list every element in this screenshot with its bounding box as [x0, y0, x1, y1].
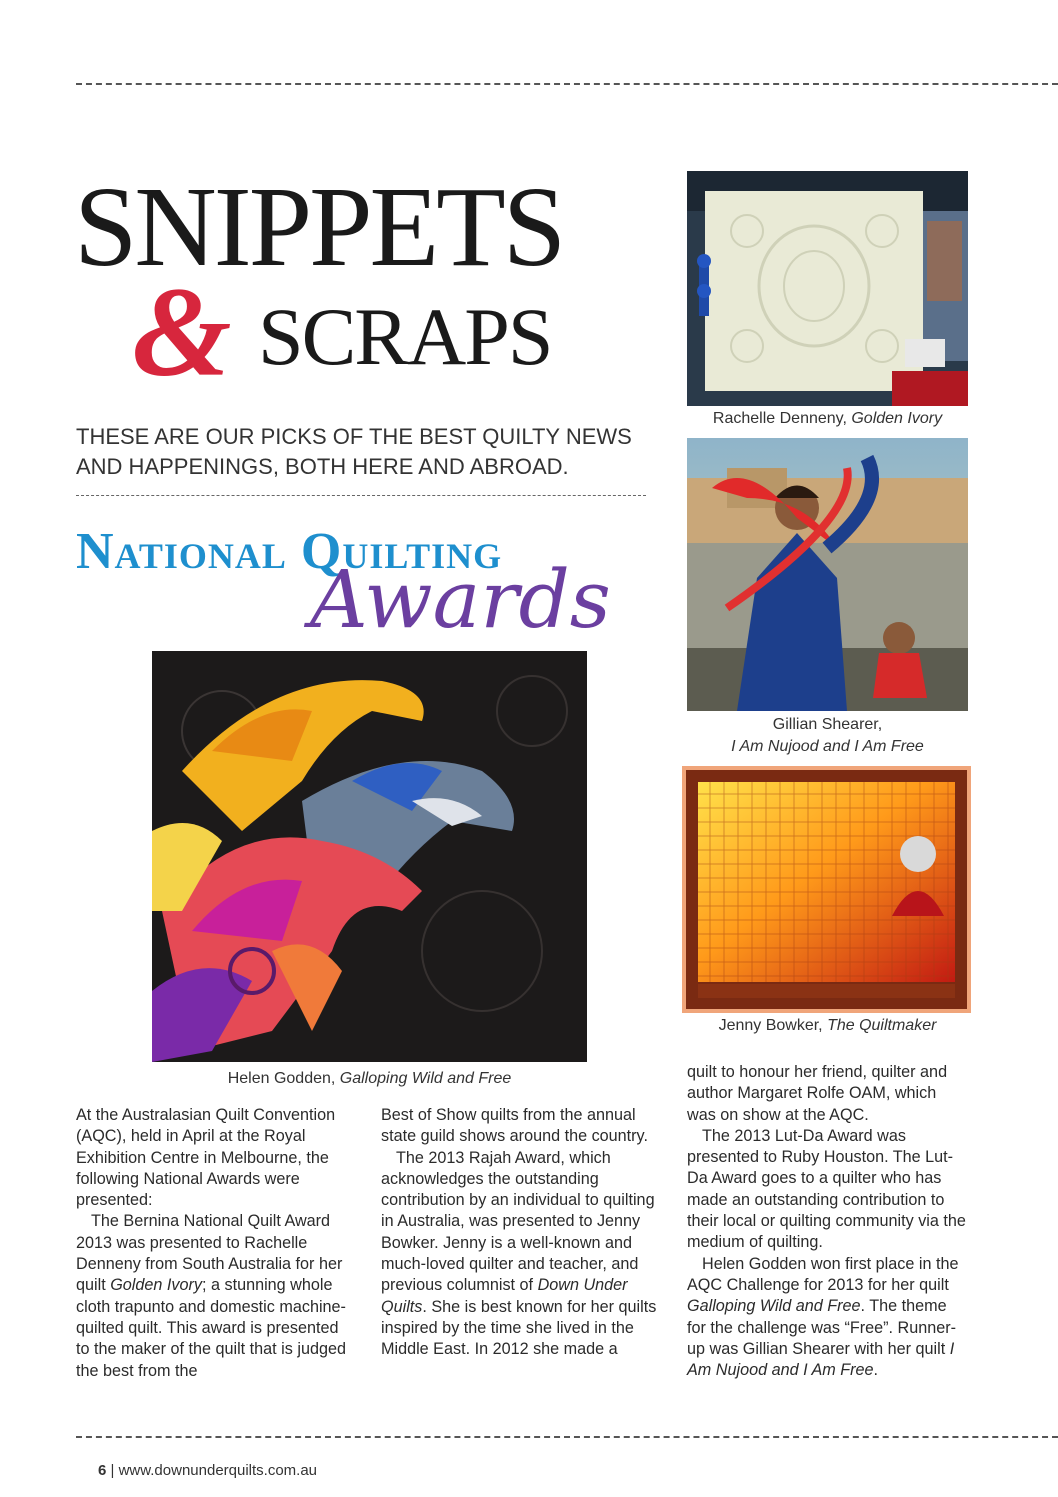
quiltmaker-caption: [687, 1015, 968, 1037]
article-column-3: [687, 1062, 967, 1381]
intro-dashed-rule: [76, 495, 646, 496]
text-run: . The theme for the challenge was “Free”. Runner-up was Gillian Shearer with her quilt: [687, 1297, 957, 1358]
magazine-title: Down Under Quilts: [381, 1276, 628, 1316]
caption-name: Rachelle Denneny,: [712, 410, 852, 427]
page-footer: [98, 1462, 317, 1479]
nujood-caption: [687, 714, 968, 758]
caption-name: Helen Godden,: [227, 1070, 340, 1087]
text-run: .: [873, 1361, 879, 1380]
quilt-title: Galloping Wild and Free: [687, 1297, 861, 1316]
intro-line-1: THESE ARE OUR PICKS OF THE BEST QUILTY NEWS: [76, 424, 632, 449]
article-paragraph: [687, 1254, 967, 1382]
section-subheading: Awards: [310, 553, 611, 646]
article-paragraph: At the Australasian Quilt Convention (AQC), held in April at the Royal Exhibition Centre in Melbourne, the following National Awards were presented:: [76, 1106, 336, 1210]
caption-name: Jenny Bowker,: [718, 1017, 828, 1034]
galloping-photo: [152, 651, 587, 1062]
top-dashed-rule: [76, 83, 1058, 85]
bottom-dashed-rule: [76, 1436, 1058, 1438]
caption-title: Golden Ivory: [851, 410, 943, 427]
section-heading: National Quilting: [76, 523, 503, 580]
caption-title: I Am Nujood and I Am Free: [731, 738, 924, 755]
intro-line-2: AND HAPPENINGS, BOTH HERE AND ABROAD.: [76, 454, 569, 479]
quiltmaker-photo: [682, 766, 971, 1013]
page-number: 6: [98, 1462, 107, 1479]
article-column-2: [381, 1105, 661, 1361]
caption-title: Galloping Wild and Free: [339, 1070, 512, 1087]
quilt-title: Golden Ivory: [110, 1276, 202, 1295]
article-paragraph: [76, 1211, 356, 1381]
text-run: ; a stunning whole cloth trapunto and domestic machine-quilted quilt. This award is presented to the maker of the quilt that is judged the best from the: [76, 1276, 346, 1380]
text-run: Helen Godden won first place in the AQC Challenge for 2013 for her quilt: [687, 1254, 959, 1294]
page-title-snippets: SNIPPETS: [74, 163, 564, 290]
galloping-caption: [152, 1068, 587, 1090]
article-paragraph: The 2013 Lut-Da Award was presented to Ruby Houston. The Lut-Da Award goes to a quilter who has made an outstanding contribution to their local or quilting community via the medium of quilting.: [687, 1126, 966, 1252]
article-paragraph: [381, 1148, 661, 1361]
nujood-photo: [687, 438, 968, 711]
footer-url-link[interactable]: www.downunderquilts.com.au: [118, 1462, 318, 1479]
article-paragraph: quilt to honour her friend, quilter and author Margaret Rolfe OAM, which was on show at the AQC.: [687, 1063, 948, 1124]
article-paragraph: Best of Show quilts from the annual state guild shows around the country.: [381, 1106, 648, 1146]
text-run: The 2013 Rajah Award, which acknowledges the outstanding contribution by an individual to quilting in Australia, was presented to Jenny Bowker. Jenny is a well-known and much-loved quilter and teacher, and previous columnist of: [381, 1148, 655, 1295]
page-title-scraps: SCRAPS: [258, 291, 552, 382]
text-run: The Bernina National Quilt Award 2013 was presented to Rachelle Denneny from South Australia for her quilt: [76, 1212, 343, 1295]
caption-title: The Quiltmaker: [827, 1017, 937, 1034]
golden-ivory-caption: [687, 408, 968, 430]
article-column-1: [76, 1105, 356, 1382]
text-run: . She is best known for her quilts inspired by the time she lived in the Middle East. In 2012 she made a: [381, 1297, 657, 1359]
caption-name: Gillian Shearer,: [772, 716, 883, 733]
intro-text: [76, 422, 656, 482]
footer-separator: |: [110, 1462, 115, 1479]
quilt-title: I Am Nujood and I Am Free: [687, 1339, 955, 1380]
page-title-ampersand: &: [132, 261, 232, 403]
golden-ivory-photo: [687, 171, 968, 406]
